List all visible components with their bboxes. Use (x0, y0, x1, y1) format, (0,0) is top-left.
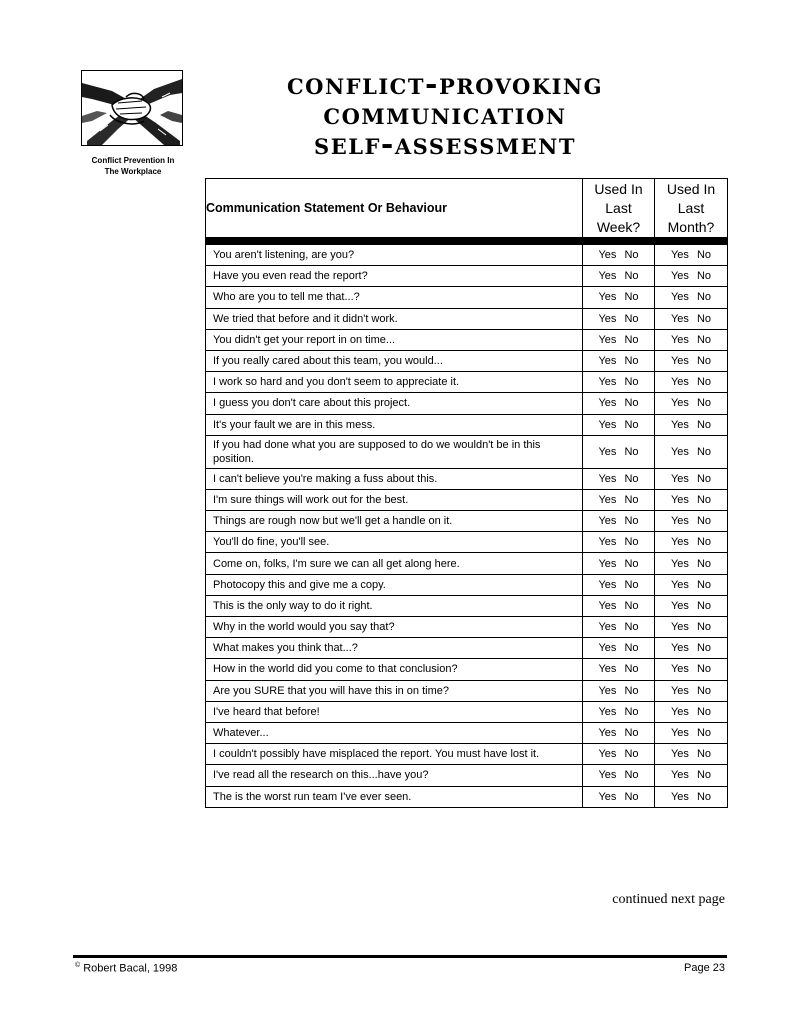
header-last-week-line1: Used In (594, 180, 643, 197)
yes-option[interactable]: Yes (598, 663, 617, 676)
table-row (206, 744, 728, 765)
yes-no-week-cell (583, 350, 655, 371)
yes-option[interactable]: Yes (598, 684, 617, 697)
yes-no-week-cell (583, 393, 655, 414)
table-row (206, 287, 728, 308)
table-row (206, 680, 728, 701)
yes-no-week-cell (583, 287, 655, 308)
no-option[interactable]: No (696, 578, 711, 591)
header-statement: Communication Statement Or Behaviour (206, 179, 583, 238)
yes-option[interactable]: Yes (670, 790, 689, 803)
no-option[interactable]: No (696, 663, 711, 676)
footer-page-number: Page 23 (684, 962, 725, 974)
statement-cell: Come on, folks, I'm sure we can all get along here. (206, 553, 583, 574)
yes-option[interactable]: Yes (670, 599, 689, 612)
statement-cell: I've read all the research on this...have you? (206, 765, 583, 786)
logo-caption-line2: The Workplace (104, 167, 162, 176)
table-row (206, 329, 728, 350)
table-row (206, 245, 728, 266)
statement-cell: You'll do fine, you'll see. (206, 532, 583, 553)
logo-image (81, 70, 183, 146)
statement-cell: Photocopy this and give me a copy. (206, 574, 583, 595)
yes-no-week-cell (583, 617, 655, 638)
no-option[interactable]: No (696, 397, 711, 410)
yes-option[interactable]: Yes (670, 397, 689, 410)
yes-no-month-cell (655, 372, 728, 393)
yes-option[interactable]: Yes (670, 472, 689, 485)
no-option[interactable]: No (624, 493, 639, 506)
logo-caption-line1: Conflict Prevention In (91, 156, 175, 165)
table-row (206, 765, 728, 786)
no-option[interactable]: No (624, 684, 639, 697)
statement-cell: You didn't get your report in on time... (206, 329, 583, 350)
yes-no-month-cell (655, 765, 728, 786)
yes-option[interactable]: Yes (670, 515, 689, 528)
yes-no-week-cell (583, 680, 655, 701)
table-row (206, 638, 728, 659)
yes-option[interactable]: Yes (598, 727, 617, 740)
no-option[interactable]: No (696, 705, 711, 718)
no-option[interactable]: No (696, 270, 711, 283)
no-option[interactable]: No (624, 621, 639, 634)
yes-no-month-cell (655, 595, 728, 616)
no-option[interactable]: No (624, 472, 639, 485)
statement-cell: What makes you think that...? (206, 638, 583, 659)
statement-cell: Things are rough now but we'll get a handle on it. (206, 511, 583, 532)
yes-no-week-cell (583, 329, 655, 350)
no-option[interactable]: No (696, 333, 711, 346)
statement-cell: Why in the world would you say that? (206, 617, 583, 638)
table-row (206, 553, 728, 574)
yes-no-month-cell (655, 308, 728, 329)
no-option[interactable]: No (624, 705, 639, 718)
no-option[interactable]: No (624, 790, 639, 803)
table-row (206, 468, 728, 489)
header-separator (206, 238, 728, 245)
yes-no-month-cell (655, 266, 728, 287)
yes-option[interactable]: Yes (670, 270, 689, 283)
statement-cell: Have you even read the report? (206, 266, 583, 287)
statement-cell: You aren't listening, are you? (206, 245, 583, 266)
no-option[interactable]: No (696, 642, 711, 655)
page-title-line3: self-assessment (314, 127, 576, 162)
no-option[interactable]: No (624, 769, 639, 782)
yes-no-month-cell (655, 722, 728, 743)
yes-option[interactable]: Yes (670, 663, 689, 676)
yes-option[interactable]: Yes (598, 599, 617, 612)
yes-no-month-cell (655, 574, 728, 595)
header-last-month-line2: Last (677, 199, 705, 216)
yes-option[interactable]: Yes (598, 536, 617, 549)
yes-no-week-cell (583, 765, 655, 786)
statement-cell: I can't believe you're making a fuss about this. (206, 468, 583, 489)
no-option[interactable]: No (696, 557, 711, 570)
statement-cell: I work so hard and you don't seem to appreciate it. (206, 372, 583, 393)
no-option[interactable]: No (624, 748, 639, 761)
yes-no-week-cell (583, 468, 655, 489)
yes-no-week-cell (583, 786, 655, 807)
no-option[interactable]: No (696, 599, 711, 612)
no-option[interactable]: No (696, 376, 711, 389)
no-option[interactable]: No (624, 418, 639, 431)
no-option[interactable]: No (624, 515, 639, 528)
no-option[interactable]: No (624, 249, 639, 262)
yes-option[interactable]: Yes (598, 291, 617, 304)
no-option[interactable]: No (696, 684, 711, 697)
no-option[interactable]: No (624, 445, 639, 458)
yes-no-week-cell (583, 308, 655, 329)
yes-no-week-cell (583, 744, 655, 765)
yes-no-month-cell (655, 744, 728, 765)
no-option[interactable]: No (696, 291, 711, 304)
yes-option[interactable]: Yes (670, 557, 689, 570)
yes-no-month-cell (655, 489, 728, 510)
yes-no-month-cell (655, 287, 728, 308)
no-option[interactable]: No (696, 445, 711, 458)
yes-option[interactable]: Yes (670, 333, 689, 346)
statement-cell: How in the world did you come to that conclusion? (206, 659, 583, 680)
no-option[interactable]: No (624, 578, 639, 591)
table-row (206, 308, 728, 329)
yes-no-week-cell (583, 266, 655, 287)
continued-note: continued next page (612, 892, 725, 907)
yes-option[interactable]: Yes (598, 790, 617, 803)
statement-cell: This is the only way to do it right. (206, 595, 583, 616)
yes-no-month-cell (655, 638, 728, 659)
yes-no-month-cell (655, 350, 728, 371)
no-option[interactable]: No (696, 536, 711, 549)
no-option[interactable]: No (624, 312, 639, 325)
statement-cell: Who are you to tell me that...? (206, 287, 583, 308)
yes-no-month-cell (655, 786, 728, 807)
yes-option[interactable]: Yes (598, 355, 617, 368)
table-row (206, 266, 728, 287)
statement-cell: If you had done what you are supposed to do we wouldn't be in this position. (206, 435, 583, 468)
statement-cell: Are you SURE that you will have this in on time? (206, 680, 583, 701)
yes-no-month-cell (655, 701, 728, 722)
yes-no-week-cell (583, 638, 655, 659)
yes-option[interactable]: Yes (598, 270, 617, 283)
table-row (206, 786, 728, 807)
statement-cell: I couldn't possibly have misplaced the report. You must have lost it. (206, 744, 583, 765)
yes-option[interactable]: Yes (670, 536, 689, 549)
yes-no-week-cell (583, 511, 655, 532)
yes-no-month-cell (655, 511, 728, 532)
no-option[interactable]: No (696, 621, 711, 634)
yes-option[interactable]: Yes (598, 769, 617, 782)
no-option[interactable]: No (696, 472, 711, 485)
yes-no-month-cell (655, 414, 728, 435)
yes-no-week-cell (583, 574, 655, 595)
no-option[interactable]: No (624, 291, 639, 304)
no-option[interactable]: No (624, 376, 639, 389)
no-option[interactable]: No (624, 270, 639, 283)
no-option[interactable]: No (624, 397, 639, 410)
hands-illustration-icon (82, 71, 182, 145)
yes-option[interactable]: Yes (670, 621, 689, 634)
table-row (206, 574, 728, 595)
yes-option[interactable]: Yes (670, 445, 689, 458)
statement-cell: We tried that before and it didn't work. (206, 308, 583, 329)
no-option[interactable]: No (696, 790, 711, 803)
table-row (206, 489, 728, 510)
yes-no-month-cell (655, 659, 728, 680)
yes-option[interactable]: Yes (670, 705, 689, 718)
yes-option[interactable]: Yes (598, 376, 617, 389)
yes-option[interactable]: Yes (670, 312, 689, 325)
footer-copyright-text: Robert Bacal, 1998 (83, 962, 178, 975)
yes-option[interactable]: Yes (670, 355, 689, 368)
yes-no-week-cell (583, 435, 655, 468)
table-row (206, 659, 728, 680)
table-row (206, 722, 728, 743)
statement-cell: If you really cared about this team, you would... (206, 350, 583, 371)
yes-option[interactable]: Yes (670, 642, 689, 655)
no-option[interactable]: No (624, 642, 639, 655)
header-last-week-line2: Last (605, 199, 632, 216)
no-option[interactable]: No (696, 312, 711, 325)
table-row (206, 595, 728, 616)
no-option[interactable]: No (624, 557, 639, 570)
logo-caption (66, 155, 200, 177)
header-last-week-line3: Week? (596, 218, 641, 235)
assessment-table (205, 178, 728, 808)
no-option[interactable]: No (624, 355, 639, 368)
yes-option[interactable]: Yes (670, 418, 689, 431)
no-option[interactable]: No (624, 599, 639, 612)
yes-option[interactable]: Yes (598, 418, 617, 431)
yes-option[interactable]: Yes (670, 748, 689, 761)
page-title-line1: conflict-provoking (286, 67, 604, 102)
table-row (206, 435, 728, 468)
table-header-row (206, 179, 728, 238)
yes-option[interactable]: Yes (598, 249, 617, 262)
yes-option[interactable]: Yes (670, 684, 689, 697)
statement-cell: I'm sure things will work out for the best. (206, 489, 583, 510)
yes-no-week-cell (583, 372, 655, 393)
no-option[interactable]: No (696, 515, 711, 528)
header-last-week (583, 179, 655, 238)
statement-cell: It's your fault we are in this mess. (206, 414, 583, 435)
page-title-line2: communication (323, 97, 567, 132)
yes-no-month-cell (655, 617, 728, 638)
yes-no-week-cell (583, 414, 655, 435)
yes-option[interactable]: Yes (598, 397, 617, 410)
yes-option[interactable]: Yes (598, 472, 617, 485)
yes-no-week-cell (583, 722, 655, 743)
yes-no-month-cell (655, 468, 728, 489)
table-row (206, 617, 728, 638)
table-body (206, 245, 728, 808)
yes-option[interactable]: Yes (598, 333, 617, 346)
yes-option[interactable]: Yes (598, 493, 617, 506)
yes-no-week-cell (583, 595, 655, 616)
statement-cell: I've heard that before! (206, 701, 583, 722)
statement-cell: Whatever... (206, 722, 583, 743)
table-row (206, 372, 728, 393)
yes-option[interactable]: Yes (598, 515, 617, 528)
no-option[interactable]: No (624, 536, 639, 549)
table-row (206, 393, 728, 414)
page-title (230, 67, 660, 162)
yes-option[interactable]: Yes (598, 557, 617, 570)
yes-option[interactable]: Yes (670, 578, 689, 591)
statement-cell: I guess you don't care about this project. (206, 393, 583, 414)
table-row (206, 350, 728, 371)
no-option[interactable]: No (696, 493, 711, 506)
yes-no-week-cell (583, 701, 655, 722)
yes-no-week-cell (583, 553, 655, 574)
no-option[interactable]: No (696, 249, 711, 262)
yes-option[interactable]: Yes (598, 642, 617, 655)
yes-no-month-cell (655, 532, 728, 553)
yes-no-month-cell (655, 435, 728, 468)
yes-no-week-cell (583, 245, 655, 266)
table-row (206, 532, 728, 553)
yes-no-month-cell (655, 680, 728, 701)
no-option[interactable]: No (624, 663, 639, 676)
header-last-month-line1: Used In (666, 180, 716, 197)
header-last-month-line3: Month? (667, 218, 715, 235)
yes-option[interactable]: Yes (670, 727, 689, 740)
table-row (206, 414, 728, 435)
no-option[interactable]: No (624, 727, 639, 740)
no-option[interactable]: No (624, 333, 639, 346)
yes-no-month-cell (655, 393, 728, 414)
header-last-month (655, 179, 728, 238)
yes-option[interactable]: Yes (670, 493, 689, 506)
yes-option[interactable]: Yes (598, 621, 617, 634)
no-option[interactable]: No (696, 748, 711, 761)
yes-option[interactable]: Yes (670, 376, 689, 389)
footer-copyright (75, 962, 177, 975)
yes-no-month-cell (655, 245, 728, 266)
yes-option[interactable]: Yes (598, 578, 617, 591)
yes-option[interactable]: Yes (598, 312, 617, 325)
yes-option[interactable]: Yes (670, 249, 689, 262)
copyright-symbol: © (75, 962, 81, 969)
table-row (206, 701, 728, 722)
table-row (206, 511, 728, 532)
yes-option[interactable]: Yes (670, 291, 689, 304)
no-option[interactable]: No (696, 727, 711, 740)
yes-no-month-cell (655, 329, 728, 350)
yes-no-week-cell (583, 532, 655, 553)
yes-no-week-cell (583, 659, 655, 680)
no-option[interactable]: No (696, 769, 711, 782)
yes-no-month-cell (655, 553, 728, 574)
statement-cell: The is the worst run team I've ever seen. (206, 786, 583, 807)
footer-divider (73, 955, 727, 958)
yes-option[interactable]: Yes (670, 769, 689, 782)
yes-no-week-cell (583, 489, 655, 510)
yes-option[interactable]: Yes (598, 445, 617, 458)
no-option[interactable]: No (696, 355, 711, 368)
yes-option[interactable]: Yes (598, 748, 617, 761)
no-option[interactable]: No (696, 418, 711, 431)
yes-option[interactable]: Yes (598, 705, 617, 718)
